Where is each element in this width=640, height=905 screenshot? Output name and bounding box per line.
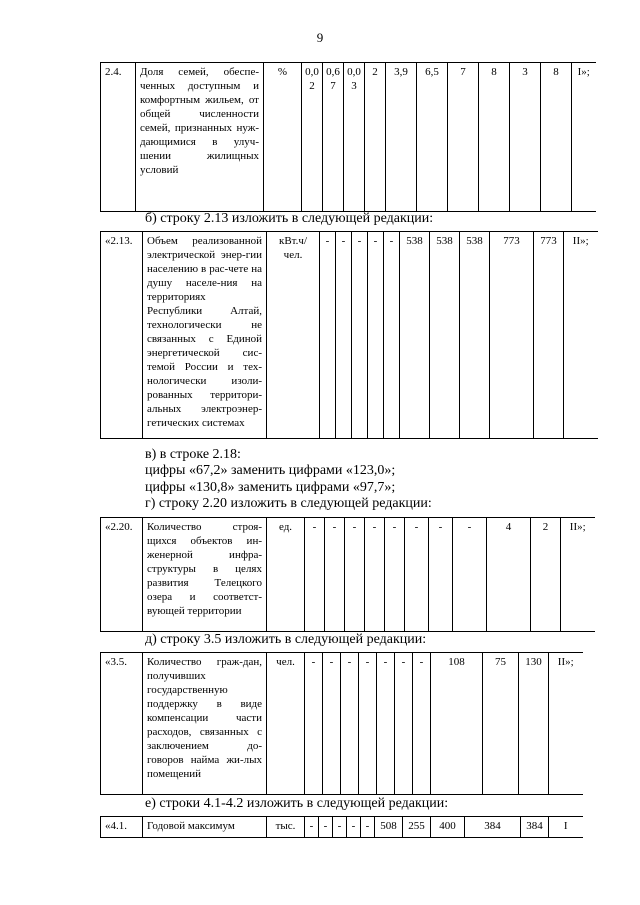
indicator-name: Количество граж-дан, получивших государственную поддержку в виде компенсации части расходов, связанных с заключением до-говоров найма жи-лых помещений	[143, 653, 267, 795]
table-row-2-13	[100, 231, 598, 439]
value-cell: -	[429, 518, 453, 632]
value-cell: -	[345, 518, 365, 632]
value-cell: -	[323, 653, 341, 795]
instruction-line: г) строку 2.20 изложить в следующей редакции:	[145, 496, 432, 511]
value-cell: -	[319, 817, 333, 838]
value-cell: 130	[519, 653, 549, 795]
value-cell: 3	[510, 63, 541, 212]
value-cell: 2	[365, 63, 386, 212]
value-cell: 0,0 3	[344, 63, 365, 212]
value-cell: 773	[490, 232, 534, 439]
value-cell: 538	[400, 232, 430, 439]
row-number: «2.20.	[101, 518, 143, 632]
value-cell: -	[359, 653, 377, 795]
value-cell: 7	[448, 63, 479, 212]
instruction-line: е) строки 4.1-4.2 изложить в следующей редакции:	[145, 796, 449, 811]
value-cell: -	[384, 232, 400, 439]
unit-cell: кВт.ч/ чел.	[267, 232, 320, 439]
value-cell: 8	[479, 63, 510, 212]
value-cell: -	[365, 518, 385, 632]
table-row-2-20	[100, 517, 595, 632]
category-cell: I	[549, 817, 583, 838]
value-cell: -	[385, 518, 405, 632]
value-cell: 400	[431, 817, 465, 838]
category-cell: I»;	[572, 63, 596, 212]
value-cell: 538	[430, 232, 460, 439]
category-cell: II»;	[564, 232, 598, 439]
value-cell: 2	[531, 518, 561, 632]
value-cell: 0,0 2	[302, 63, 323, 212]
value-cell: 255	[403, 817, 431, 838]
value-cell: -	[305, 817, 319, 838]
indicator-name: Годовой максимум	[143, 817, 267, 838]
row-number: 2.4.	[101, 63, 136, 212]
row-number: «4.1.	[101, 817, 143, 838]
value-cell: -	[305, 653, 323, 795]
unit-cell: ед.	[267, 518, 305, 632]
instruction-line: в) в строке 2.18:	[145, 447, 241, 462]
value-cell: 3,9	[386, 63, 417, 212]
page-number: 9	[316, 30, 324, 45]
value-cell: 538	[460, 232, 490, 439]
row-number: «2.13.	[101, 232, 143, 439]
value-cell: 0,6 7	[323, 63, 344, 212]
indicator-name: Доля семей, обеспе-ченных доступным и комфортным жильем, от общей численности семей, признанных нуж-дающимися в улуч-шении жилищных условий	[136, 63, 264, 212]
value-cell: -	[361, 817, 375, 838]
value-cell: 4	[487, 518, 531, 632]
value-cell: -	[305, 518, 325, 632]
value-cell: 8	[541, 63, 572, 212]
value-cell: -	[453, 518, 487, 632]
value-cell: -	[352, 232, 368, 439]
value-cell: -	[320, 232, 336, 439]
unit-cell: чел.	[267, 653, 305, 795]
row-number: «3.5.	[101, 653, 143, 795]
value-cell: -	[341, 653, 359, 795]
table-row-2-4	[100, 62, 596, 212]
instruction-line: цифры «130,8» заменить цифрами «97,7»;	[145, 480, 396, 495]
value-cell: -	[413, 653, 431, 795]
category-cell: II»;	[561, 518, 595, 632]
instruction-line: д) строку 3.5 изложить в следующей редакции:	[145, 632, 427, 647]
value-cell: 384	[521, 817, 549, 838]
unit-cell: %	[264, 63, 302, 212]
value-cell: 6,5	[417, 63, 448, 212]
table-row-3-5	[100, 652, 583, 795]
value-cell: -	[325, 518, 345, 632]
value-cell: -	[395, 653, 413, 795]
value-cell: -	[347, 817, 361, 838]
table-row-4-1	[100, 816, 583, 838]
value-cell: 108	[431, 653, 483, 795]
value-cell: 384	[465, 817, 521, 838]
value-cell: -	[377, 653, 395, 795]
unit-cell: тыс.	[267, 817, 305, 838]
instruction-line: цифры «67,2» заменить цифрами «123,0»;	[145, 463, 396, 478]
value-cell: 508	[375, 817, 403, 838]
value-cell: -	[333, 817, 347, 838]
value-cell: 75	[483, 653, 519, 795]
value-cell: -	[405, 518, 429, 632]
value-cell: -	[368, 232, 384, 439]
category-cell: II»;	[549, 653, 583, 795]
value-cell: -	[336, 232, 352, 439]
instruction-line: б) строку 2.13 изложить в следующей редакции:	[145, 211, 434, 226]
value-cell: 773	[534, 232, 564, 439]
indicator-name: Количество строя-щихся объектов ин-женерной инфра-структуры в целях развития Телецкого озера и соответст-вующей территории	[143, 518, 267, 632]
indicator-name: Объем реализованной электрической энер-гии населению в рас-чете на душу населе-ния на территориях Республики Алтай, технологически не связанных с Единой энергетической сис-темой России и тех-нологически изоли-рованных территори-альных электроэнер-гетических системах	[143, 232, 267, 439]
